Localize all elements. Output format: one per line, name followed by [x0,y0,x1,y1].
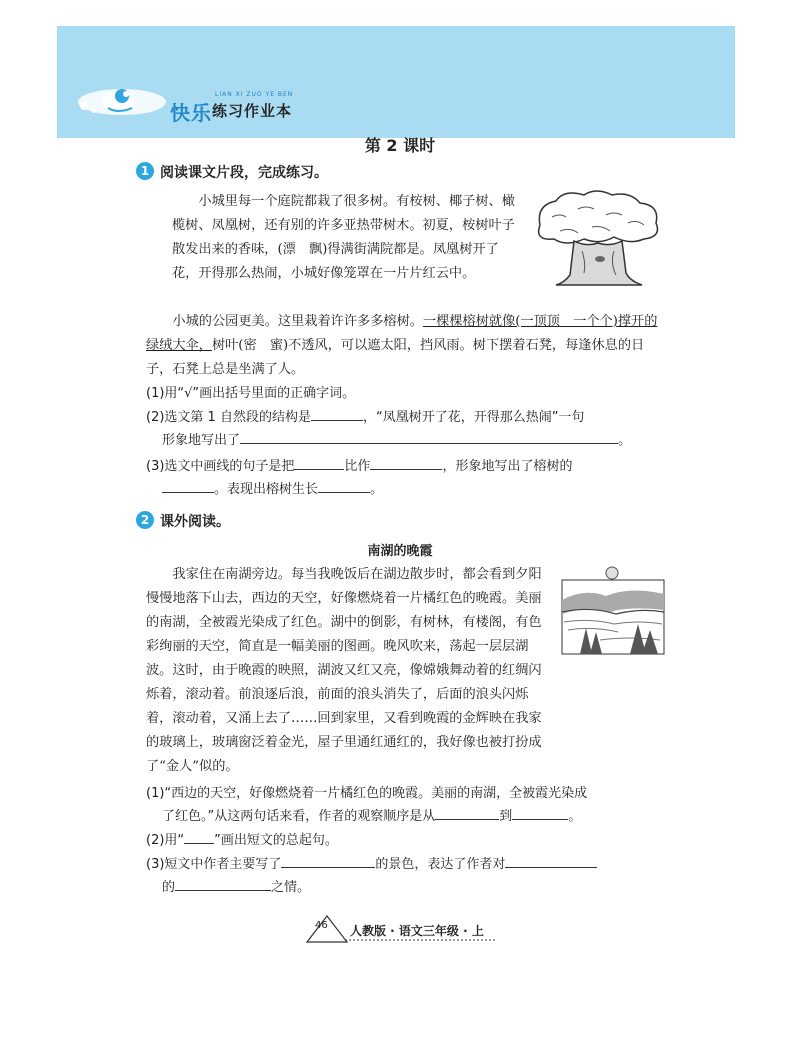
logo-pinyin: LIAN XI ZUO YE BEN [215,91,294,98]
s2-question-2: (2)用“ ”画出短文的总起句。 [146,829,338,852]
answer-blank[interactable] [370,455,442,470]
answer-blank[interactable] [175,876,271,891]
s1-question-3: (3)选文中画线的句子是把 比作 ，形象地写出了榕树的 。表现出榕树生长 。 [146,455,686,501]
answer-blank[interactable] [311,406,363,421]
story-text: 我家住在南湖旁边。每当我晚饭后在湖边散步时，都会看到夕阳慢慢地落下山去，西边的天空，好像燃烧着一片橘红色的晚霞。美丽的南湖，全被霞光染成了红色。湖中的倒影，有树林，有楼阁，有色彩绚丽的天空，简直是一幅美丽的图画。晚风吹来，荡起一层层湖波。这时，由于晚霞的映照，湖波又红又亮，像嫦娥舞动着的红绸闪烁着，滚动着。前浪逐后浪，前面的浪头消失了，后面的浪头闪烁着，滚动着，又涌上去了……回到家里，又看到晚霞的金辉映在我家的玻璃上，玻璃窗泛着金光，屋子里通红通红的，我好像也被打扮成了“金人”似的。 [146,567,542,774]
banyan-tree-illustration-icon [530,187,664,287]
lake-sunset-illustration-icon [560,566,666,656]
answer-blank[interactable] [505,853,597,868]
section-1-badge: 1 [136,162,154,180]
answer-blank[interactable] [240,429,618,444]
logo-subtitle: 练习作业本 [212,102,293,120]
answer-blank[interactable] [318,478,370,493]
story-title: 南湖的晚霞 [367,544,433,559]
s1-question-1: (1)用“√”画出括号里面的正确字词。 [146,386,356,401]
answer-blank[interactable] [162,478,214,493]
s1-question-2: (2)选文第 1 自然段的结构是 ，“凤凰树开了花，开得那么热闹”一句 形象地写出了 。 [146,406,686,452]
section-2-title: 课外阅读。 [160,514,230,530]
passage-1-para-1: 小城里每一个庭院都栽了很多树。有桉树、椰子树、橄榄树、凤凰树，还有别的许多亚热带树木。初夏，桉树叶子散发出来的香味，(漂 飘)得满街满院都是。凤凰树开了花，开得那么热闹，小城好像笼罩在一片片红云中。 [172,194,515,281]
answer-blank[interactable] [435,805,499,820]
section-1-title: 阅读课文片段，完成练习。 [160,165,328,181]
s2-question-1: (1)“西边的天空，好像燃烧着一片橘红色的晚霞。美丽的南湖，全被霞光染成 了红色。”从这两句话来看，作者的观察顺序是从 到 。 [146,786,588,824]
underlined-sentence: 一棵棵榕树就像(一顶顶 一个个)撑开的绿绒大伞， [146,314,658,353]
edition-label: 人教版 · 语文三年级 · 上 [350,924,484,938]
logo-main: 快乐 [170,101,212,125]
answer-blank[interactable] [512,805,568,820]
answer-blank[interactable] [281,853,375,868]
section-2-badge: 2 [136,511,154,529]
answer-blank[interactable] [184,829,214,844]
answer-blank[interactable] [294,455,344,470]
passage-1-para-2: 小城的公园更美。这里栽着许许多多榕树。一棵棵榕树就像(一顶顶 一个个)撑开的绿绒大伞，树叶(密 蜜)不透风，可以遮太阳，挡风雨。树下摆着石凳，每逢休息的日子，石凳上总是坐满了人。 [146,314,658,377]
lesson-title: 第 2 课时 [364,136,436,155]
s2-question-3: (3)短文中作者主要写了 的景色，表达了作者对 的 之情。 [146,853,686,899]
page-number: 46 [315,920,328,931]
